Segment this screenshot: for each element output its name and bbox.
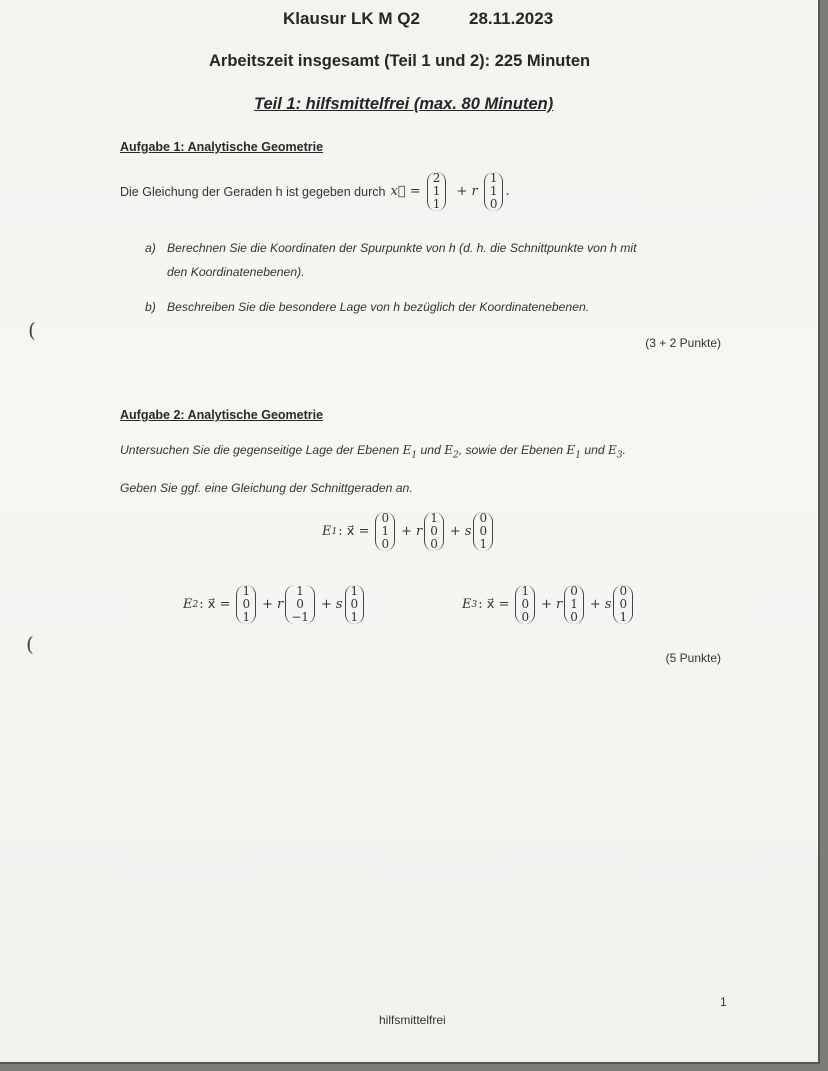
task2-line1: [120, 443, 626, 460]
plane-letter: E: [608, 443, 617, 457]
plus-sign: +: [449, 524, 461, 539]
e3-support: [515, 585, 535, 624]
task2-line2: Geben Sie ggf. eine Gleichung der Schnittgeraden an.: [120, 481, 413, 495]
plus-sign: +: [262, 597, 274, 612]
support-vector: [427, 172, 447, 211]
task2-points: (5 Punkte): [665, 651, 721, 665]
vector-entry: 0: [570, 584, 578, 598]
task1-heading: Aufgabe 1: Analytische Geometrie: [120, 140, 324, 154]
plane-index: 3: [616, 450, 623, 461]
vector-entry: 1: [242, 584, 251, 598]
vector-entry: 1: [350, 610, 359, 624]
task1-a-line1: Berechnen Sie die Koordinaten der Spurpunkte von h (d. h. die Schnittpunkte von h mit: [167, 241, 637, 255]
plane-letter: E: [566, 443, 576, 457]
vector-entry: 1: [432, 184, 441, 198]
param-r: r: [471, 184, 478, 199]
plane-ref: [402, 443, 418, 461]
plane-e3: [462, 585, 635, 624]
plane-letter: E: [444, 443, 453, 457]
plane-ref: [566, 443, 581, 461]
task1-b-text: Beschreiben Sie die besondere Lage von h bezüglich der Koordinatenebenen.: [167, 300, 590, 314]
equation-lhs: : x⃗ =: [199, 597, 231, 612]
task1-b-label: b): [145, 300, 156, 314]
vector-entry: 1: [296, 584, 304, 598]
vector-entry: 0: [619, 597, 628, 611]
plane-e2: [183, 585, 366, 624]
plane-label: E: [183, 597, 193, 612]
exam-title: Klausur LK M Q2: [283, 9, 420, 28]
vector-entry: 1: [619, 610, 628, 624]
punch-hole-mark: (: [26, 632, 34, 656]
e1-dir2: [473, 512, 493, 551]
param-s: s: [464, 524, 472, 539]
vector-entry: 1: [489, 184, 498, 198]
footer-label: hilfsmittelfrei: [379, 1013, 446, 1027]
e2-dir1: [285, 585, 315, 624]
e1-dir1: [424, 512, 444, 551]
task1-intro: [120, 172, 510, 211]
plus-sign: +: [541, 597, 553, 612]
vector-entry: 0: [381, 537, 390, 551]
plus-sign: +: [401, 524, 413, 539]
exam-date: 28.11.2023: [469, 9, 554, 28]
task1-points: (3 + 2 Punkte): [645, 336, 721, 350]
param-s: s: [604, 597, 612, 612]
param-s: s: [335, 597, 343, 612]
plus-sign: +: [320, 597, 332, 612]
vector-entry: 0: [489, 197, 498, 211]
param-r: r: [277, 597, 284, 612]
vector-entry: 2: [432, 171, 441, 185]
plane-ref: [608, 443, 623, 461]
vector-entry: −1: [291, 610, 309, 624]
task2-line1-part: .: [622, 443, 626, 457]
plane-index: 2: [452, 450, 459, 461]
e3-dir2: [613, 585, 633, 624]
task2-line1-part: , sowie der Ebenen: [458, 443, 564, 457]
plane-ref: [444, 443, 459, 461]
task2-line1-part: und: [584, 443, 605, 457]
vector-entry: 0: [430, 537, 438, 551]
vector-entry: 1: [242, 610, 251, 624]
param-r: r: [556, 597, 563, 612]
e1-support: [375, 512, 395, 551]
equation-lhs: : x⃗ =: [338, 524, 370, 539]
param-r: r: [416, 524, 423, 539]
e3-dir1: [564, 585, 584, 624]
task2-heading: Aufgabe 2: Analytische Geometrie: [120, 408, 324, 422]
plus-sign: +: [456, 184, 468, 199]
task1-a-label: a): [145, 241, 156, 255]
plane-index: 1: [411, 450, 418, 461]
vector-entry: 0: [521, 597, 530, 611]
plane-label: E: [462, 597, 472, 612]
task1-a-line2: den Koordinatenebenen).: [167, 265, 305, 279]
vector-entry: 1: [521, 584, 530, 598]
plane-label: E: [322, 524, 332, 539]
equation-end: .: [505, 184, 510, 199]
plane-index: 1: [331, 526, 338, 537]
vector-entry: 0: [381, 511, 390, 525]
plane-index: 3: [471, 599, 478, 610]
task2-line1-part: Untersuchen Sie die gegenseitige Lage der Ebenen: [120, 443, 400, 457]
direction-vector: [484, 172, 504, 211]
plane-e1: [322, 512, 495, 551]
vector-entry: 1: [432, 197, 441, 211]
working-time: Arbeitszeit insgesamt (Teil 1 und 2): 225 Minuten: [209, 52, 591, 70]
e2-support: [236, 585, 256, 624]
vector-entry: 1: [570, 597, 578, 611]
vector-entry: 1: [479, 537, 488, 551]
vector-entry: 1: [489, 171, 498, 185]
vector-entry: 1: [350, 584, 359, 598]
vector-entry: 0: [619, 584, 628, 598]
vector-entry: 1: [430, 511, 438, 525]
part-title: Teil 1: hilfsmittelfrei (max. 80 Minuten): [254, 95, 554, 113]
vector-entry: 1: [381, 524, 390, 538]
line-equation: [390, 172, 509, 211]
task1-intro-text: Die Gleichung der Geraden h ist gegeben durch: [120, 184, 386, 199]
plane-letter: E: [402, 443, 412, 457]
vector-entry: 0: [242, 597, 251, 611]
plane-index: 1: [575, 450, 581, 461]
vector-entry: 0: [570, 610, 578, 624]
e2-dir2: [345, 585, 365, 624]
vector-entry: 0: [350, 597, 359, 611]
plane-index: 2: [192, 599, 199, 610]
vector-entry: 0: [430, 524, 438, 538]
plus-sign: +: [589, 597, 601, 612]
vector-entry: 0: [296, 597, 304, 611]
page-number: 1: [720, 995, 727, 1009]
punch-hole-mark: (: [28, 318, 36, 342]
equation-lhs: x⃗ =: [390, 184, 421, 199]
task2-line1-part: und: [420, 443, 441, 457]
vector-entry: 0: [479, 511, 488, 525]
vector-entry: 0: [479, 524, 488, 538]
vector-entry: 0: [521, 610, 530, 624]
equation-lhs: : x⃗ =: [478, 597, 510, 612]
